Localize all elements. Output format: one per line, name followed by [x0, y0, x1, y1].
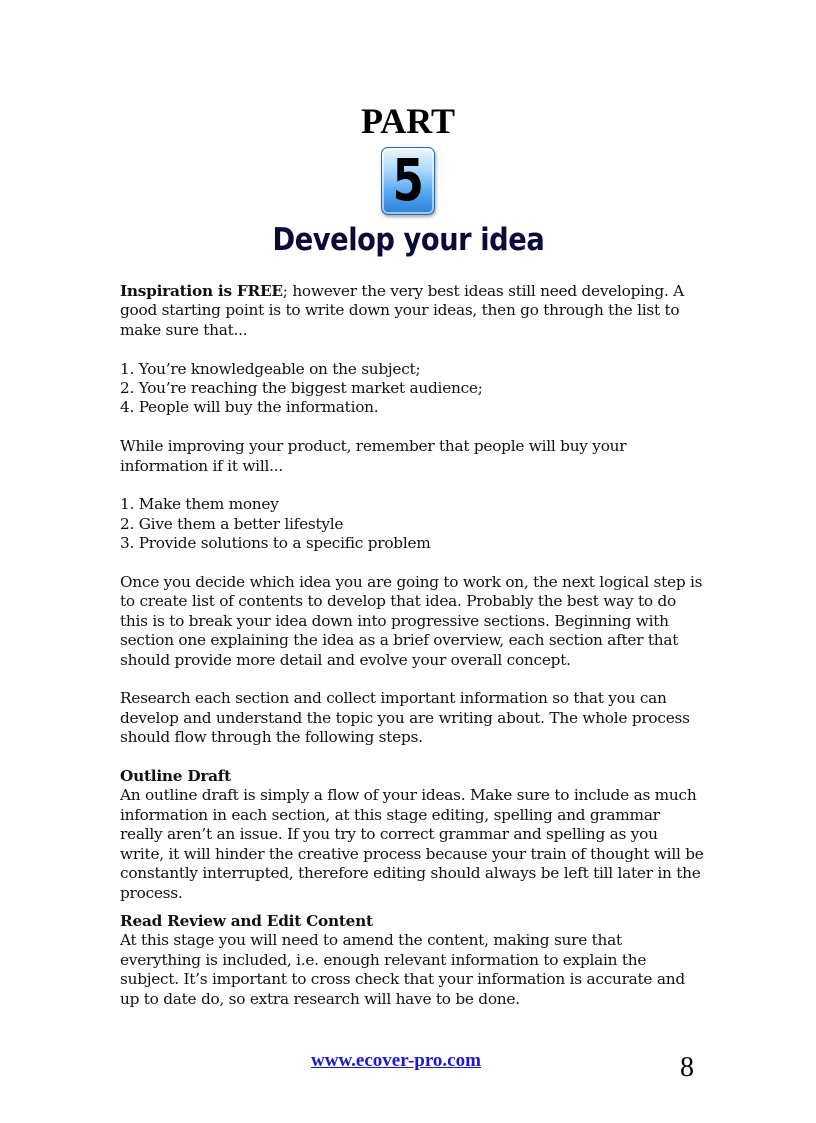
outline-draft-heading: Outline Draft — [120, 767, 231, 786]
intro-text: ; however the very best ideas still need developing. A good starting point is to write down your ideas, then go through the list to make sure that... — [120, 282, 684, 339]
part-number: 5 — [392, 146, 424, 214]
review-section — [120, 912, 705, 1009]
intro-paragraph — [120, 282, 705, 340]
review-text: At this stage you will need to amend the content, making sure that everything is included, i.e. enough relevant information to explain the subject. It’s important to cross check that your information is accurate and up to date do, so extra research will have to be done. — [120, 931, 685, 1008]
part-label: PART — [360, 101, 456, 141]
list-item: 1. You’re knowledgeable on the subject; — [120, 359, 421, 378]
list-item: 2. You’re reaching the biggest market audience; — [120, 379, 483, 398]
benefits-list — [120, 495, 705, 553]
intro-bold-lead: Inspiration is FREE — [120, 282, 283, 300]
list-item: 4. People will buy the information. — [120, 398, 379, 417]
outline-draft-section — [120, 767, 705, 903]
page-number: 8 — [680, 1052, 694, 1083]
knowledge-list — [120, 360, 705, 418]
contents-paragraph: Once you decide which idea you are going to work on, the next logical step is to create list of contents to develop that idea. Probably the best way to do this is to break your idea down into progressive sections. Beginning with section one explaining the idea as a brief overview, each section after that should provide more detail and evolve your overall concept. — [120, 573, 703, 669]
part-number-badge — [381, 147, 435, 215]
improving-paragraph: While improving your product, remember that people will buy your information if it will... — [120, 437, 627, 475]
body-text — [120, 282, 705, 1018]
list-item: 1. Make them money — [120, 495, 279, 514]
website-link[interactable]: www.ecover-pro.com — [311, 1050, 481, 1071]
section-title — [0, 222, 816, 258]
list-item: 2. Give them a better lifestyle — [120, 514, 344, 533]
list-item: 3. Provide solutions to a specific problem — [120, 534, 431, 553]
review-heading: Read Review and Edit Content — [120, 911, 373, 930]
outline-draft-text: An outline draft is simply a flow of your ideas. Make sure to include as much information in each section, at this stage editing, spelling and grammar really aren’t an issue. If you try to correct grammar and spelling as you write, it will hinder the creative process because your train of thought will be constantly interrupted, therefore editing should always be left till later in the process. — [120, 786, 704, 902]
research-paragraph: Research each section and collect important information so that you can develop and understand the topic you are writing about. The whole process should flow through the following steps. — [120, 689, 690, 747]
section-title-text: Develop your idea — [272, 222, 544, 258]
